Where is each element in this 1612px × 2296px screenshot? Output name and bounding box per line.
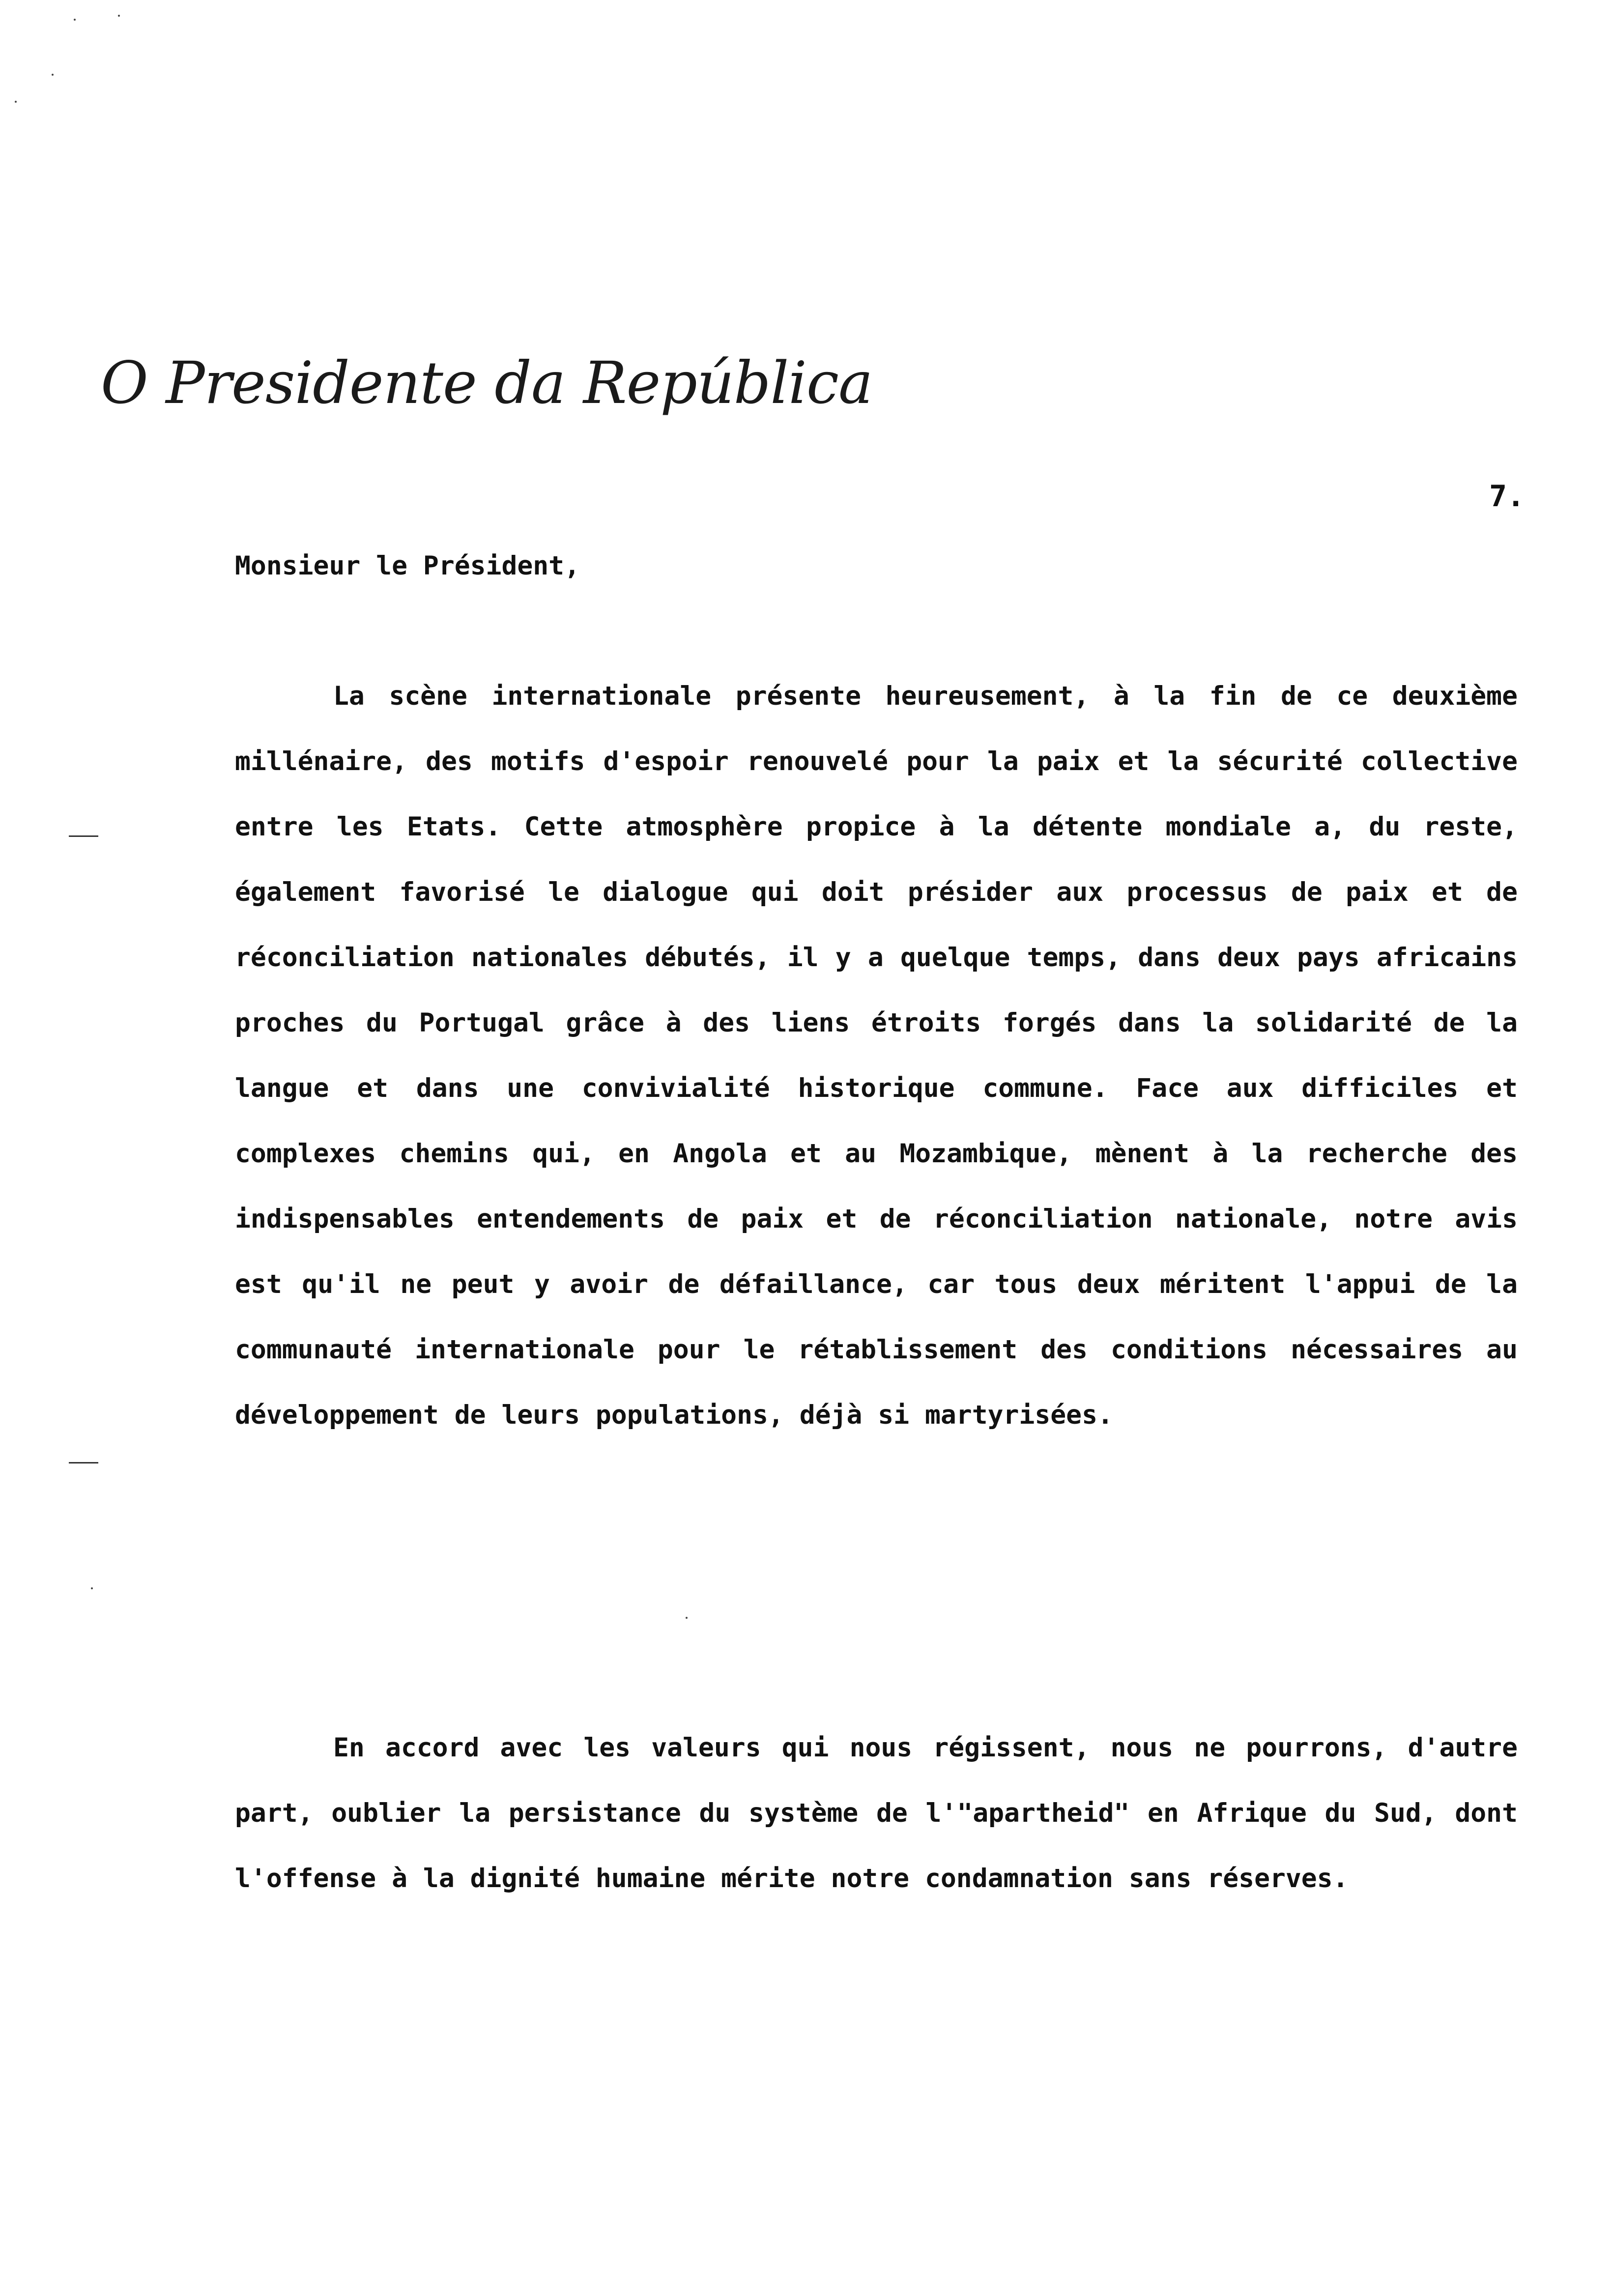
paragraph-1: La scène internationale présente heureusement, à la fin de ce deuxième millénaire, des motifs d'espoir renouvelé pour la paix et la sécurité collective entre les Etats. Cette atmosphère propice à la détente mondiale a, du reste, également favorisé le dialogue qui doit présider aux processus de paix et de réconciliation nationales débutés, il y a quelque temps, dans deux pays africains proches du Portugal grâce à des liens étroits forgés dans la solidarité de la langue et dans une convivialité historique commune. Face aux difficiles et complexes chemins qui, en Angola et au Mozambique, mènent à la recherche des indispensables entendements de paix et de réconciliation nationale, notre avis est qu'il ne peut y avoir de défaillance, car tous deux méritent l'appui de la communauté internationale pour le rétablissement des conditions nécessaires au développement de leurs populations, déjà si martyrisées. — [235, 681, 1518, 1430]
letterhead-script-title: O Presidente da República — [101, 349, 873, 417]
scan-speck — [686, 1617, 688, 1619]
scan-speck — [118, 15, 120, 17]
salutation: Monsieur le Président, — [235, 551, 580, 581]
page-number: 7. — [1489, 479, 1525, 514]
scan-speck — [74, 19, 76, 21]
margin-punch-mark — [69, 835, 98, 837]
paragraph-2: En accord avec les valeurs qui nous régissent, nous ne pourrons, d'autre part, oublier la persistance du système de l'"apartheid" en Afrique du Sud, dont l'offense à la dignité humaine mérite notre condamnation sans réserves. — [235, 1733, 1518, 1894]
scan-speck — [91, 1587, 93, 1589]
scan-speck — [15, 101, 17, 103]
margin-punch-mark — [69, 1462, 98, 1464]
scan-speck — [52, 74, 54, 76]
